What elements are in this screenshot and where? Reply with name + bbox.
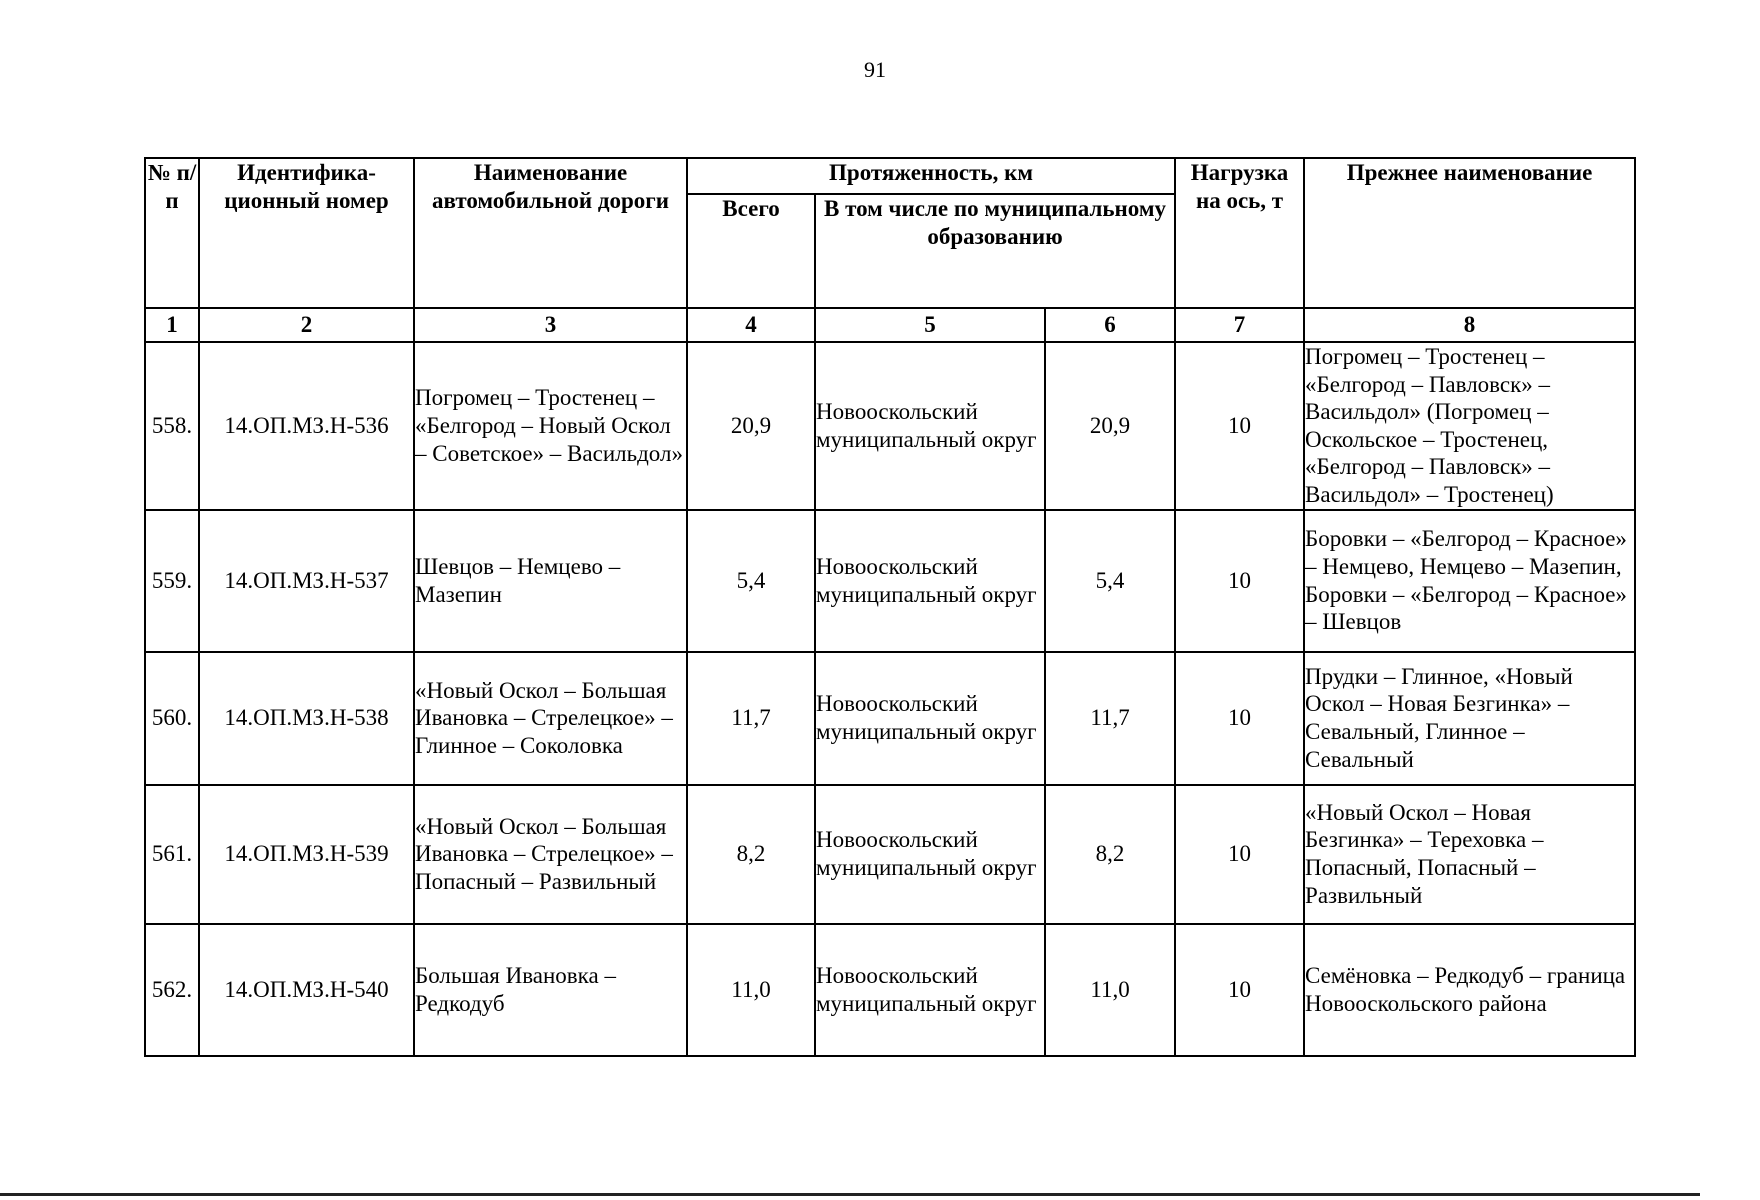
road-name: Шевцов – Немцево – Мазепин xyxy=(414,510,687,652)
column-number: 1 xyxy=(145,308,199,342)
total-length: 11,0 xyxy=(687,924,815,1056)
municipality-length: 11,0 xyxy=(1045,924,1175,1056)
total-length: 8,2 xyxy=(687,785,815,924)
road-name: Большая Ивановка – Редкодуб xyxy=(414,924,687,1056)
axle-load: 10 xyxy=(1175,652,1304,785)
page-number: 91 xyxy=(864,57,886,82)
axle-load: 10 xyxy=(1175,510,1304,652)
column-numbers-row xyxy=(145,308,1635,342)
municipality: Новооскольский муниципальный округ xyxy=(815,342,1045,510)
column-number: 6 xyxy=(1045,308,1175,342)
former-name: «Новый Оскол – Новая Безгинка» – Тереховка – Попасный, Попасный – Развильный xyxy=(1304,785,1635,924)
municipality: Новооскольский муниципальный округ xyxy=(815,924,1045,1056)
table-row xyxy=(145,785,1635,924)
municipality-length: 8,2 xyxy=(1045,785,1175,924)
road-name: Погромец – Тростенец – «Белгород – Новый Оскол – Советское» – Васильдол» xyxy=(414,342,687,510)
total-length: 11,7 xyxy=(687,652,815,785)
header-id: Идентифика-ционный номер xyxy=(199,158,414,308)
road-id: 14.ОП.МЗ.Н-538 xyxy=(199,652,414,785)
column-number: 2 xyxy=(199,308,414,342)
table-row xyxy=(145,924,1635,1056)
row-number: 558. xyxy=(145,342,199,510)
header-former-name: Прежнее наименование xyxy=(1304,158,1635,308)
municipality: Новооскольский муниципальный округ xyxy=(815,510,1045,652)
axle-load: 10 xyxy=(1175,785,1304,924)
page-bottom-rule xyxy=(0,1193,1700,1196)
column-number: 3 xyxy=(414,308,687,342)
header-number: № п/п xyxy=(145,158,199,308)
table-row xyxy=(145,652,1635,785)
road-id: 14.ОП.МЗ.Н-539 xyxy=(199,785,414,924)
table-row xyxy=(145,342,1635,510)
municipality-length: 20,9 xyxy=(1045,342,1175,510)
road-name: «Новый Оскол – Большая Ивановка – Стрелецкое» – Попасный – Развильный xyxy=(414,785,687,924)
row-number: 561. xyxy=(145,785,199,924)
header-total: Всего xyxy=(687,194,815,308)
header-road-name: Наименование автомобильной дороги xyxy=(414,158,687,308)
municipality: Новооскольский муниципальный округ xyxy=(815,652,1045,785)
column-number: 4 xyxy=(687,308,815,342)
column-number: 5 xyxy=(815,308,1045,342)
former-name: Погромец – Тростенец – «Белгород – Павловск» – Васильдол» (Погромец – Оскольское – Тростенец, «Белгород – Павловск» – Васильдол» – Тростенец) xyxy=(1304,342,1635,510)
header-length-group: Протяженность, км xyxy=(687,158,1175,194)
municipality-length: 5,4 xyxy=(1045,510,1175,652)
row-number: 559. xyxy=(145,510,199,652)
total-length: 5,4 xyxy=(687,510,815,652)
row-number: 562. xyxy=(145,924,199,1056)
column-number: 7 xyxy=(1175,308,1304,342)
municipality-length: 11,7 xyxy=(1045,652,1175,785)
table-row xyxy=(145,510,1635,652)
header-axle-load: Нагрузка на ось, т xyxy=(1175,158,1304,308)
axle-load: 10 xyxy=(1175,924,1304,1056)
road-id: 14.ОП.МЗ.Н-540 xyxy=(199,924,414,1056)
row-number: 560. xyxy=(145,652,199,785)
former-name: Семёновка – Редкодуб – граница Новооскольского района xyxy=(1304,924,1635,1056)
former-name: Боровки – «Белгород – Красное» – Немцево, Немцево – Мазепин, Боровки – «Белгород – Красное» – Шевцов xyxy=(1304,510,1635,652)
road-id: 14.ОП.МЗ.Н-537 xyxy=(199,510,414,652)
axle-load: 10 xyxy=(1175,342,1304,510)
former-name: Прудки – Глинное, «Новый Оскол – Новая Безгинка» – Севальный, Глинное – Севальный xyxy=(1304,652,1635,785)
total-length: 20,9 xyxy=(687,342,815,510)
column-number: 8 xyxy=(1304,308,1635,342)
road-id: 14.ОП.МЗ.Н-536 xyxy=(199,342,414,510)
road-name: «Новый Оскол – Большая Ивановка – Стрелецкое» – Глинное – Соколовка xyxy=(414,652,687,785)
municipality: Новооскольский муниципальный округ xyxy=(815,785,1045,924)
roads-table xyxy=(144,157,1636,1057)
header-by-municipality: В том числе по муниципальному образованию xyxy=(815,194,1175,308)
